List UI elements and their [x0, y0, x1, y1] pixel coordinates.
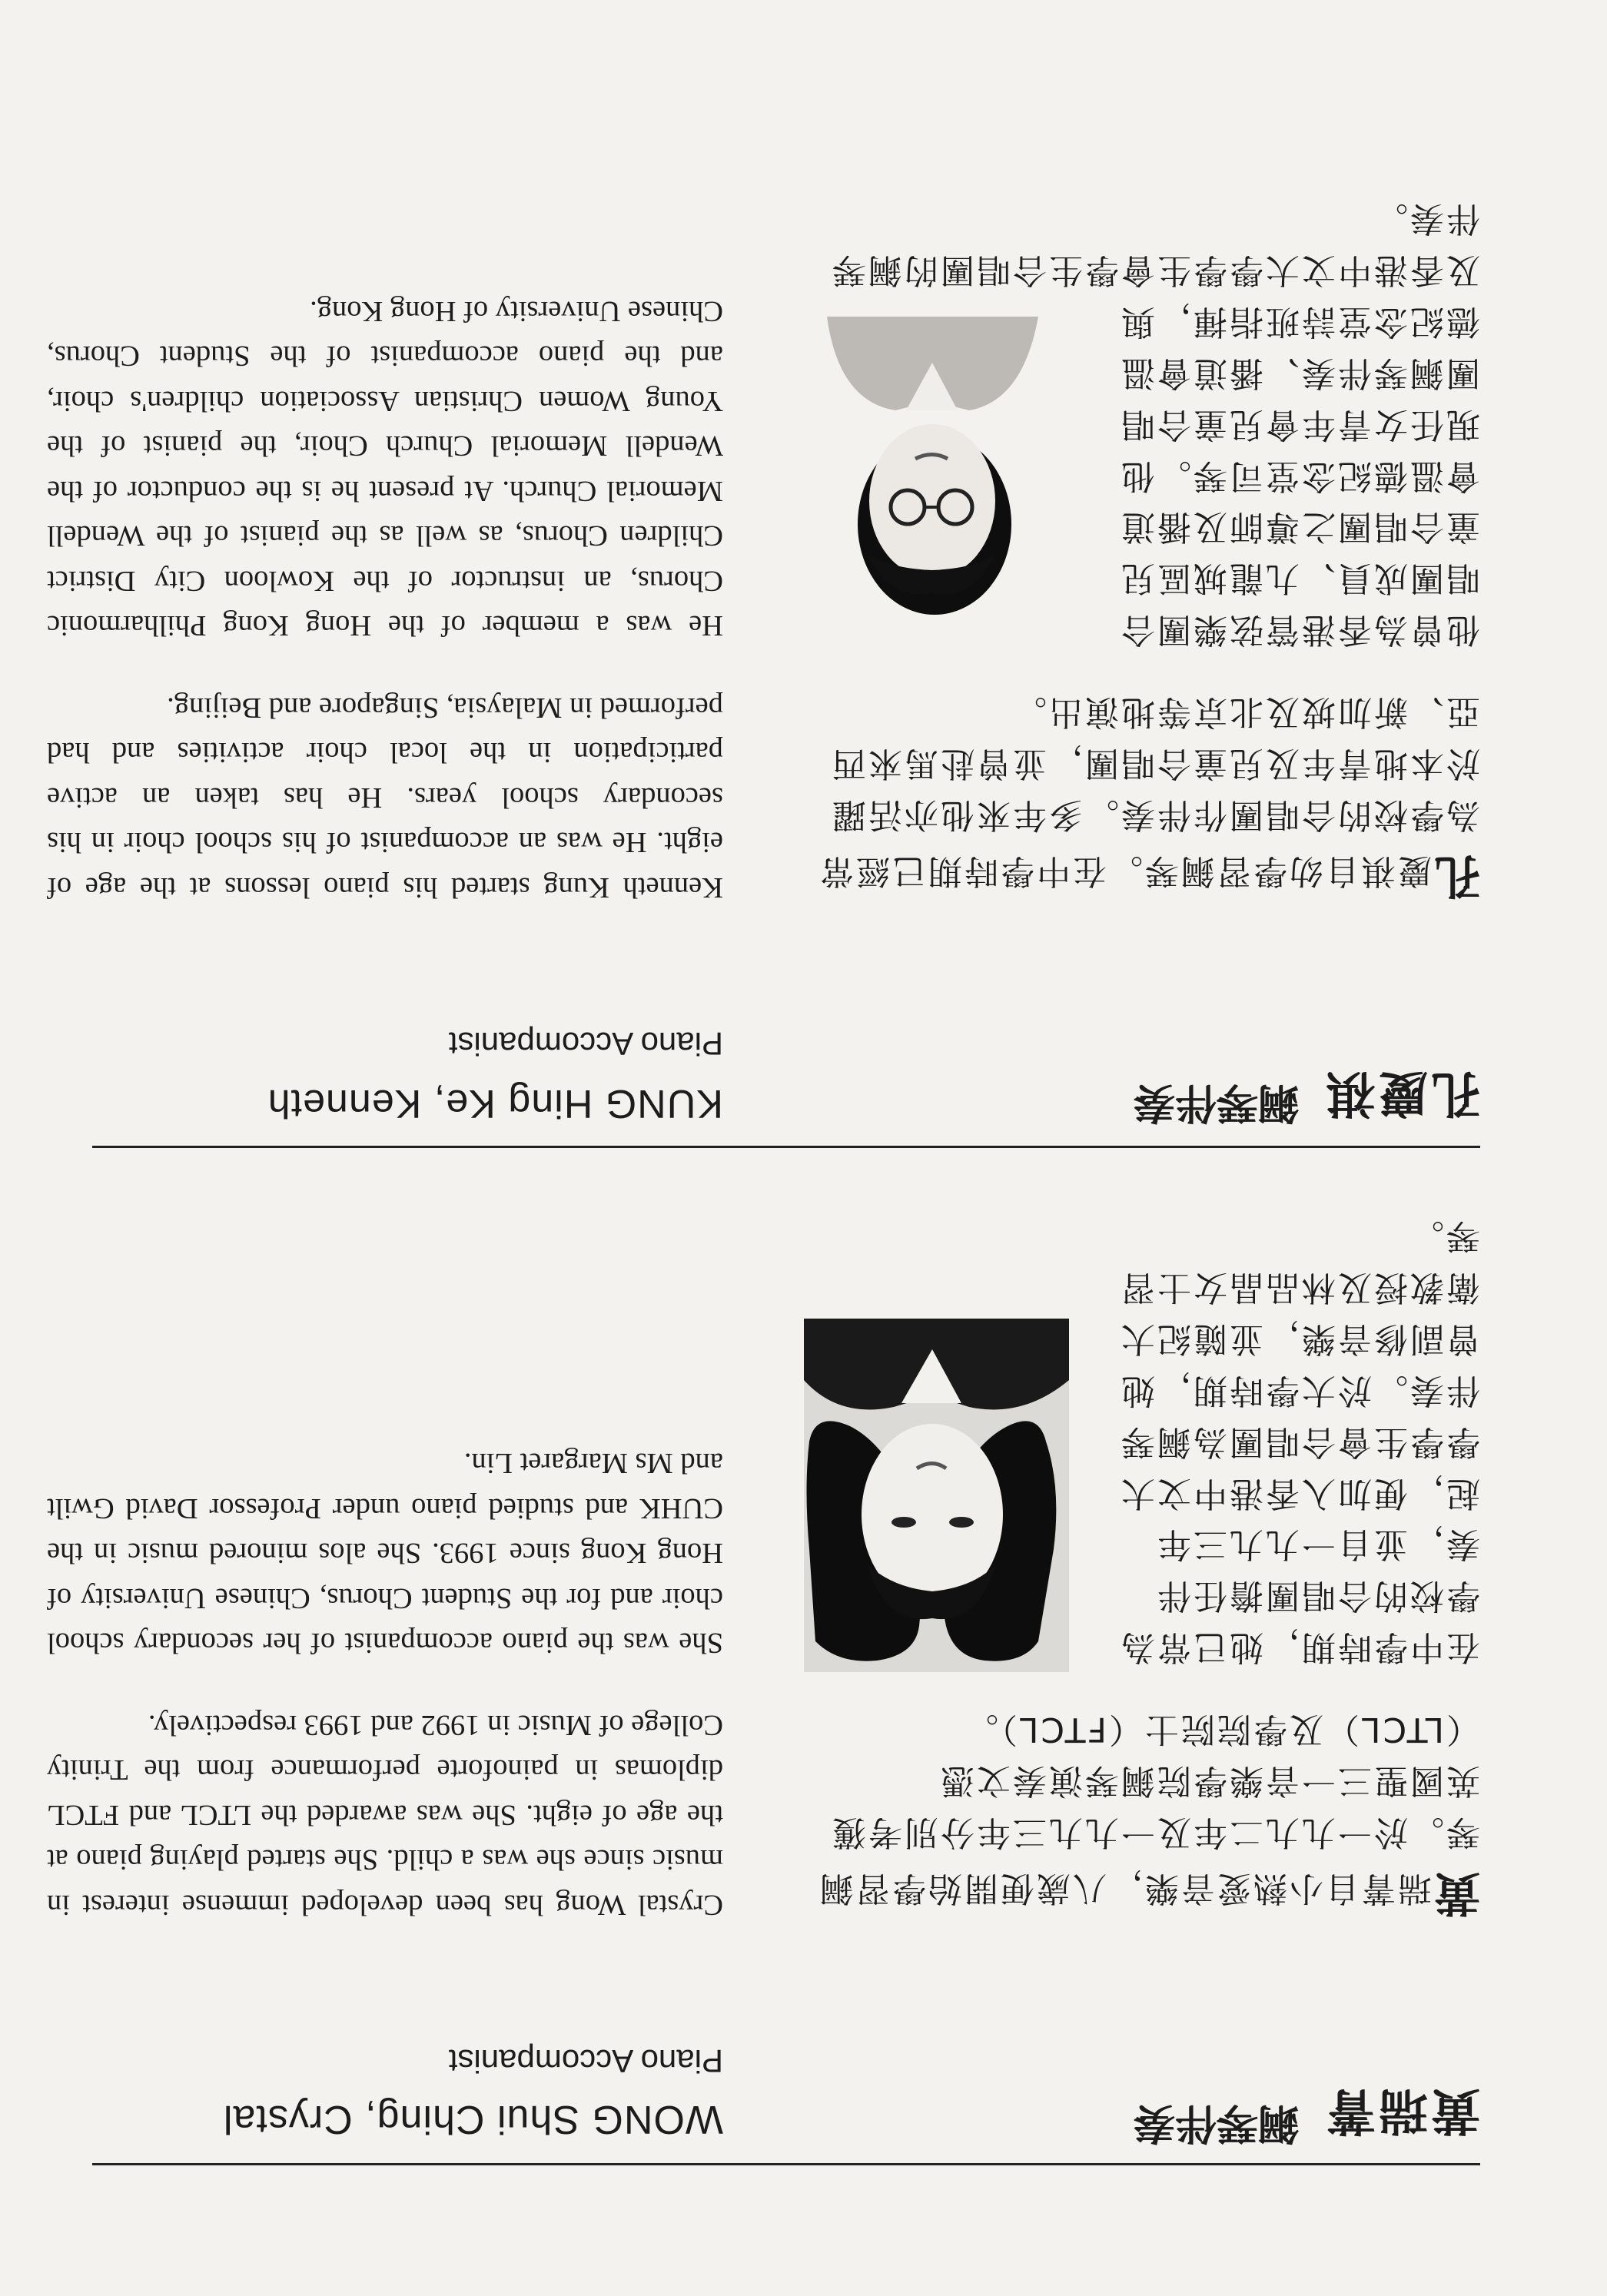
- role-chinese: 鋼琴伴奏: [1134, 1079, 1300, 1127]
- bio-chinese-paragraph: 他曾為香港管弦樂團合唱團成員、九龍城區兒童合唱團之導師及播道會溫德紀念堂司琴。他現任女青年會兒童合唱團鋼琴伴奏、播道會溫德紀念堂詩班指揮，與及香港中文大學學生會學生合唱團的鋼琴伴奏。: [830, 199, 1480, 650]
- bio-english: [47, 1404, 723, 1927]
- bio-chinese: [804, 1179, 1480, 1927]
- portrait-photo-kung: [804, 317, 1069, 655]
- name-english: KUNG Hing Ke, Kenneth: [267, 1081, 723, 1126]
- bio-english-paragraph: Crystal Wong has been developed immense interest in music since she was a child. She started playing piano at the age of eight. She was awarded the LTCL and FTCL diplomas in painoforte performance from the Trinity College of Music in 1992 and 1993 respectively.: [47, 1708, 723, 1921]
- role-english: Piano Accompanist: [448, 1026, 723, 1062]
- section-divider: [92, 2163, 1480, 2165]
- portrait-photo-wong: [804, 1319, 1069, 1672]
- section-divider: [92, 1146, 1480, 1148]
- name-english: WONG Shui Ching, Crystal: [222, 2097, 723, 2142]
- bio-english-paragraph: He was a member of the Hong Kong Philharmonic Chorus, an instructor of the Kowloon City District Children Chorus, as well as the pianist of the Wendell Memorial Church. At present he is the conductor of the Wendell Memorial Church Choir, the pianist of the Young Women Christian Association children's choir, and the piano accompanist of the Student Chorus, Chinese University of Hong Kong.: [47, 294, 723, 642]
- bio-english: [47, 251, 723, 910]
- bio-chinese: [804, 161, 1480, 910]
- bio-english-paragraph: She was the piano accompanist of her secondary school choir and for the Student Chorus, Chinese University of Hong Kong since 1993. She alos minored music in the CUHK and studied piano under Professor David Gwilt and Ms Margaret Lin.: [47, 1447, 723, 1660]
- bio-english-paragraph: Kenneth Kung started his piano lessons at the age of eight. He was an accompanist of his school choir in his secondary school years. He has taken an active participation in the local choir activities and had performed in Malaysia, Singapore and Beijing.: [47, 691, 723, 904]
- bio-chinese-paragraph: 黃瑞菁自小熱愛音樂，八歲便開始學習鋼琴。於一九九二年及一九九三年分別考獲英國聖三一音樂學院鋼琴演奏文憑（LTCL）及學院院士（FTCL）。: [818, 1710, 1480, 1919]
- name-chinese: 孔慶祺: [1323, 1064, 1480, 1121]
- bio-chinese-paragraph: 在中學時期，她已常為學校的合唱團擔任伴奏，並自一九九三年起，便加入香港中文大學學生會合唱團為鋼琴伴奏。於大學時期，她曾副修音樂，並隨紀大衛教授及林品晶女士習琴。: [1119, 1216, 1480, 1667]
- name-chinese: 黃瑞菁: [1323, 2082, 1480, 2138]
- bio-section-wong: [0, 1148, 1607, 2296]
- role-chinese: 鋼琴伴奏: [1134, 2099, 1300, 2148]
- bio-chinese-paragraph: 孔慶祺自幼學習鋼琴。在中學時期已經常為學校的合唱團作伴奏。多年來他亦活躍於本地青年及兒童合唱團，並曾赴馬來西亞、新加坡及北京等地演出。: [818, 692, 1480, 902]
- role-english: Piano Accompanist: [448, 2043, 723, 2079]
